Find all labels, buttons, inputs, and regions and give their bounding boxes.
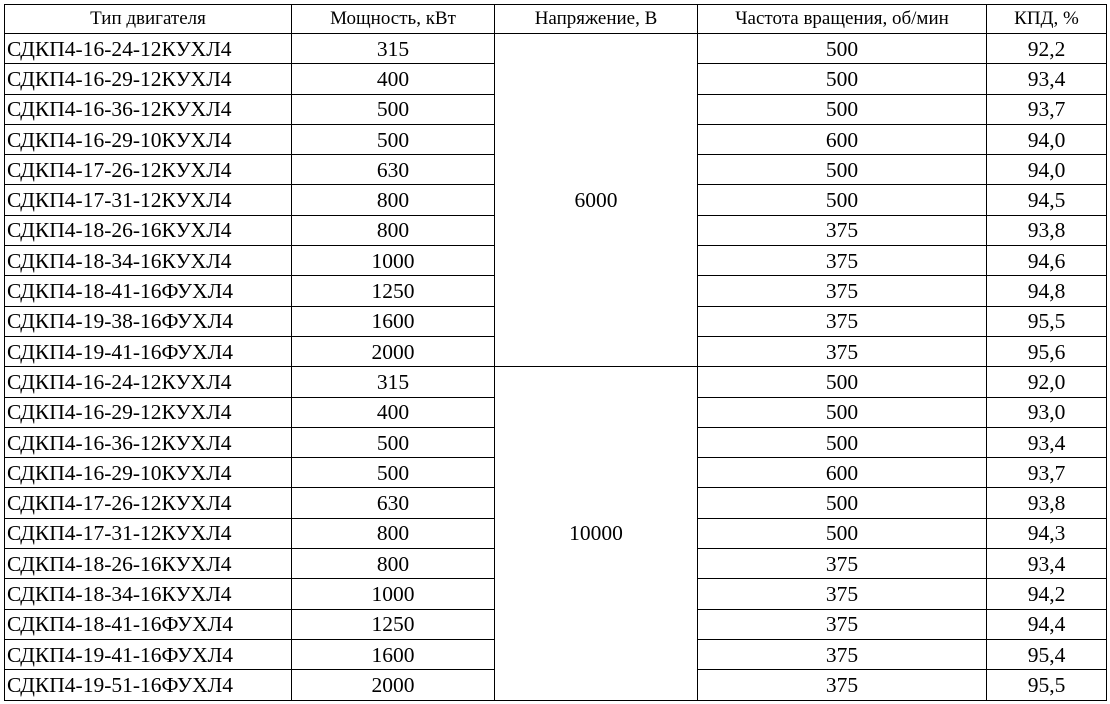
cell-type: СДКП4-16-24-12КУХЛ4 [5, 34, 292, 64]
cell-efficiency: 94,0 [987, 124, 1107, 154]
cell-type: СДКП4-16-29-10КУХЛ4 [5, 124, 292, 154]
cell-type: СДКП4-18-41-16ФУХЛ4 [5, 276, 292, 306]
cell-power: 800 [292, 549, 495, 579]
cell-type: СДКП4-17-26-12КУХЛ4 [5, 155, 292, 185]
cell-type: СДКП4-19-51-16ФУХЛ4 [5, 670, 292, 700]
cell-power: 1250 [292, 609, 495, 639]
cell-type: СДКП4-19-41-16ФУХЛ4 [5, 336, 292, 366]
cell-power: 500 [292, 124, 495, 154]
cell-type: СДКП4-18-41-16ФУХЛ4 [5, 609, 292, 639]
cell-power: 800 [292, 518, 495, 548]
cell-power: 800 [292, 215, 495, 245]
cell-power: 315 [292, 34, 495, 64]
cell-power: 500 [292, 94, 495, 124]
cell-type: СДКП4-16-29-10КУХЛ4 [5, 458, 292, 488]
cell-type: СДКП4-18-34-16КУХЛ4 [5, 579, 292, 609]
cell-power: 630 [292, 488, 495, 518]
cell-speed: 500 [698, 94, 987, 124]
cell-efficiency: 93,0 [987, 397, 1107, 427]
cell-speed: 375 [698, 549, 987, 579]
cell-power: 800 [292, 185, 495, 215]
cell-speed: 375 [698, 579, 987, 609]
cell-type: СДКП4-18-26-16КУХЛ4 [5, 549, 292, 579]
cell-power: 1000 [292, 246, 495, 276]
cell-power: 315 [292, 367, 495, 397]
cell-efficiency: 93,7 [987, 458, 1107, 488]
header-voltage: Напряжение, В [495, 5, 698, 34]
table-row [5, 34, 1107, 64]
cell-type: СДКП4-16-24-12КУХЛ4 [5, 367, 292, 397]
header-efficiency: КПД, % [987, 5, 1107, 34]
cell-power: 2000 [292, 336, 495, 366]
cell-type: СДКП4-19-41-16ФУХЛ4 [5, 639, 292, 669]
header-power: Мощность, кВт [292, 5, 495, 34]
cell-efficiency: 94,6 [987, 246, 1107, 276]
cell-speed: 500 [698, 397, 987, 427]
cell-type: СДКП4-19-38-16ФУХЛ4 [5, 306, 292, 336]
cell-power: 400 [292, 397, 495, 427]
cell-efficiency: 95,4 [987, 639, 1107, 669]
cell-efficiency: 93,4 [987, 427, 1107, 457]
cell-efficiency: 95,5 [987, 306, 1107, 336]
cell-type: СДКП4-16-29-12КУХЛ4 [5, 64, 292, 94]
cell-efficiency: 93,8 [987, 215, 1107, 245]
cell-efficiency: 93,7 [987, 94, 1107, 124]
cell-type: СДКП4-18-34-16КУХЛ4 [5, 246, 292, 276]
cell-type: СДКП4-18-26-16КУХЛ4 [5, 215, 292, 245]
cell-speed: 375 [698, 306, 987, 336]
cell-power: 500 [292, 458, 495, 488]
cell-power: 630 [292, 155, 495, 185]
cell-speed: 500 [698, 34, 987, 64]
cell-speed: 600 [698, 458, 987, 488]
cell-efficiency: 93,4 [987, 549, 1107, 579]
cell-power: 1600 [292, 306, 495, 336]
cell-type: СДКП4-17-26-12КУХЛ4 [5, 488, 292, 518]
cell-speed: 375 [698, 639, 987, 669]
cell-power: 400 [292, 64, 495, 94]
cell-efficiency: 94,5 [987, 185, 1107, 215]
motor-specs-table [4, 4, 1107, 701]
cell-type: СДКП4-16-36-12КУХЛ4 [5, 427, 292, 457]
header-speed: Частота вращения, об/мин [698, 5, 987, 34]
cell-speed: 500 [698, 518, 987, 548]
cell-speed: 500 [698, 427, 987, 457]
cell-type: СДКП4-16-36-12КУХЛ4 [5, 94, 292, 124]
cell-efficiency: 94,3 [987, 518, 1107, 548]
cell-efficiency: 94,2 [987, 579, 1107, 609]
cell-type: СДКП4-16-29-12КУХЛ4 [5, 397, 292, 427]
table-body [5, 34, 1107, 701]
cell-efficiency: 92,2 [987, 34, 1107, 64]
cell-efficiency: 94,0 [987, 155, 1107, 185]
cell-speed: 375 [698, 246, 987, 276]
cell-speed: 375 [698, 215, 987, 245]
cell-speed: 500 [698, 64, 987, 94]
cell-speed: 500 [698, 185, 987, 215]
cell-type: СДКП4-17-31-12КУХЛ4 [5, 518, 292, 548]
table-header-row [5, 5, 1107, 34]
cell-speed: 375 [698, 276, 987, 306]
cell-voltage: 10000 [495, 367, 698, 700]
cell-speed: 375 [698, 670, 987, 700]
cell-voltage: 6000 [495, 34, 698, 367]
cell-efficiency: 93,4 [987, 64, 1107, 94]
cell-speed: 500 [698, 367, 987, 397]
cell-power: 2000 [292, 670, 495, 700]
cell-efficiency: 94,8 [987, 276, 1107, 306]
cell-efficiency: 95,6 [987, 336, 1107, 366]
cell-efficiency: 94,4 [987, 609, 1107, 639]
cell-speed: 375 [698, 609, 987, 639]
header-type: Тип двигателя [5, 5, 292, 34]
cell-speed: 500 [698, 155, 987, 185]
cell-type: СДКП4-17-31-12КУХЛ4 [5, 185, 292, 215]
table-row [5, 367, 1107, 397]
cell-speed: 500 [698, 488, 987, 518]
cell-efficiency: 93,8 [987, 488, 1107, 518]
cell-power: 500 [292, 427, 495, 457]
cell-efficiency: 92,0 [987, 367, 1107, 397]
cell-speed: 375 [698, 336, 987, 366]
cell-speed: 600 [698, 124, 987, 154]
cell-efficiency: 95,5 [987, 670, 1107, 700]
cell-power: 1250 [292, 276, 495, 306]
cell-power: 1600 [292, 639, 495, 669]
cell-power: 1000 [292, 579, 495, 609]
